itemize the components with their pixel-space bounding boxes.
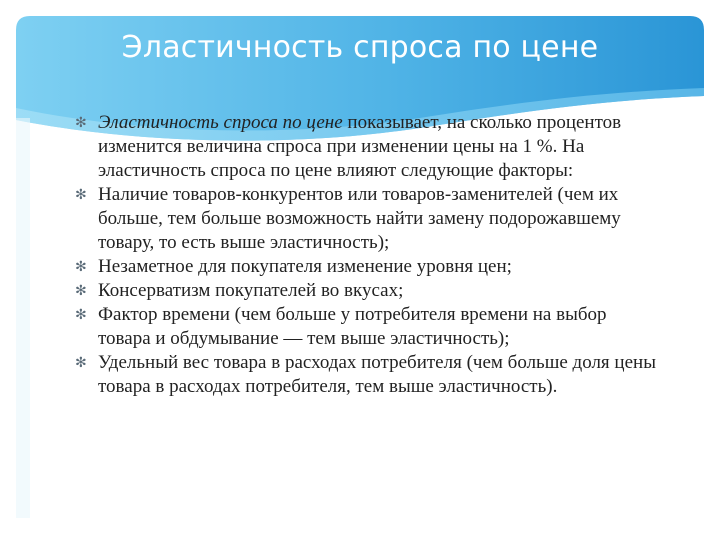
slide-title: Эластичность спроса по цене (121, 30, 599, 65)
asterisk-icon: ✻ (75, 115, 87, 131)
defined-term: Эластичность спроса по цене (98, 112, 343, 133)
list-item-text: Наличие товаров-конкурентов или товаров-заменителей (чем их больше, тем больше возможность найти замену подорожавшему товару, то есть выше эластичность); (98, 184, 621, 253)
list-item (70, 111, 660, 183)
asterisk-icon: ✻ (75, 355, 87, 371)
list-item (70, 255, 660, 279)
bullet-list (70, 111, 660, 399)
asterisk-icon: ✻ (75, 307, 87, 323)
list-item-text: Незаметное для покупателя изменение уровня цен; (98, 256, 512, 277)
list-item-text: показывает, на сколько процентов изменится величина спроса при изменении цены на 1 %. На эластичность спроса по цене влияют следующие факторы: (98, 112, 622, 181)
list-item-text: Удельный вес товара в расходах потребителя (чем больше доля цены товара в расходах потребителя, тем выше эластичность). (98, 352, 656, 397)
list-item-text: Фактор времени (чем больше у потребителя времени на выбор товара и обдумывание — тем выше эластичность); (98, 304, 607, 349)
list-item (70, 279, 660, 303)
asterisk-icon: ✻ (75, 283, 87, 299)
list-item-text: Консерватизм покупателей во вкусах; (98, 280, 404, 301)
slide-content (70, 111, 660, 399)
asterisk-icon: ✻ (75, 187, 87, 203)
list-item (70, 351, 660, 399)
list-item (70, 303, 660, 351)
asterisk-icon: ✻ (75, 259, 87, 275)
list-item (70, 183, 660, 255)
